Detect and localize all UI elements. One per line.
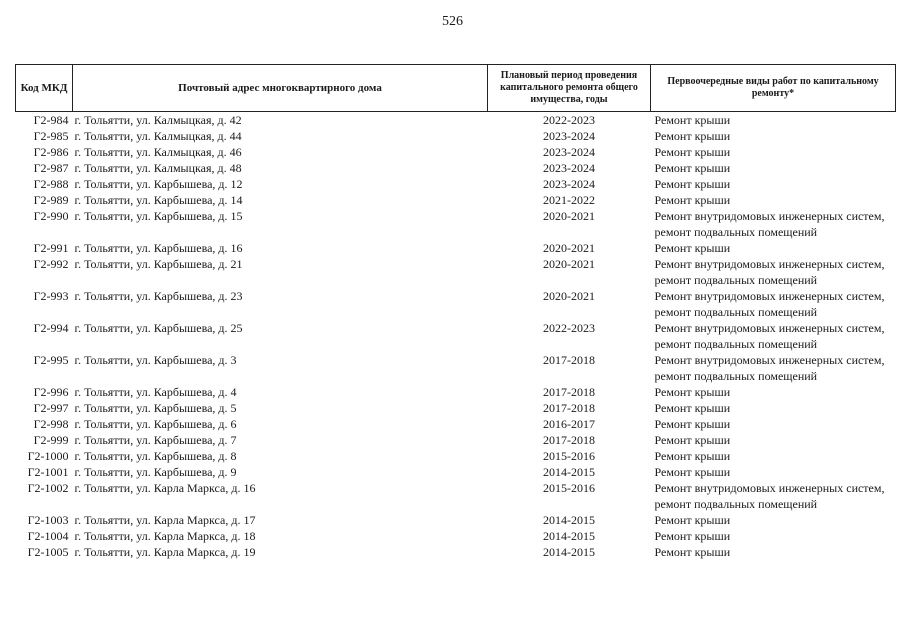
period-cell: 2017-2018	[543, 385, 595, 399]
works-cell: Ремонт крыши	[654, 129, 731, 143]
works-cell: Ремонт крыши	[654, 241, 731, 255]
works-cell: Ремонт крыши	[654, 145, 731, 159]
works-cell: Ремонт крыши	[654, 417, 731, 431]
works-cell: Ремонт крыши	[654, 161, 731, 175]
code-cell: Г2-991	[33, 241, 69, 255]
table-row	[16, 320, 896, 352]
table-row	[16, 400, 896, 416]
period-cell: 2023-2024	[543, 177, 595, 191]
period-cell: 2017-2018	[543, 433, 595, 447]
period-cell: 2014-2015	[543, 513, 595, 527]
works-cell: Ремонт внутридомовых инженерных систем, ремонт подвальных помещений	[654, 353, 885, 383]
works-cell: Ремонт крыши	[654, 193, 731, 207]
table-row	[16, 112, 896, 129]
address-cell: г. Тольятти, ул. Карбышева, д. 12	[74, 177, 243, 191]
table-row	[16, 208, 896, 240]
code-cell: Г2-990	[33, 209, 69, 223]
table-row	[16, 352, 896, 384]
address-cell: г. Тольятти, ул. Калмыцкая, д. 44	[74, 129, 242, 143]
period-cell: 2023-2024	[543, 129, 595, 143]
table-row	[16, 464, 896, 480]
period-cell: 2015-2016	[543, 449, 595, 463]
page-number: 526	[442, 14, 463, 29]
works-cell: Ремонт внутридомовых инженерных систем, ремонт подвальных помещений	[654, 289, 885, 319]
code-cell: Г2-993	[33, 289, 69, 303]
code-cell: Г2-995	[33, 353, 69, 367]
code-cell: Г2-1004	[27, 529, 69, 543]
header-works: Первоочередные виды работ по капитальному ремонту*	[651, 65, 896, 112]
period-cell: 2020-2021	[543, 257, 595, 271]
table-row	[16, 160, 896, 176]
address-cell: г. Тольятти, ул. Карла Маркса, д. 19	[74, 545, 256, 559]
address-cell: г. Тольятти, ул. Карбышева, д. 23	[74, 289, 243, 303]
code-cell: Г2-992	[33, 257, 69, 271]
works-cell: Ремонт крыши	[654, 177, 731, 191]
works-cell: Ремонт внутридомовых инженерных систем, ремонт подвальных помещений	[654, 209, 885, 239]
period-cell: 2014-2015	[543, 465, 595, 479]
period-cell: 2014-2015	[543, 529, 595, 543]
address-cell: г. Тольятти, ул. Карбышева, д. 6	[74, 417, 237, 431]
works-cell: Ремонт крыши	[654, 401, 731, 415]
period-cell: 2015-2016	[543, 481, 595, 495]
period-cell: 2016-2017	[543, 417, 595, 431]
code-cell: Г2-999	[33, 433, 69, 447]
code-cell: Г2-1005	[27, 545, 69, 559]
period-cell: 2022-2023	[543, 113, 595, 127]
table-row	[16, 512, 896, 528]
works-cell: Ремонт внутридомовых инженерных систем, ремонт подвальных помещений	[654, 257, 885, 287]
header-code: Код МКД	[16, 65, 73, 112]
table-row	[16, 288, 896, 320]
address-cell: г. Тольятти, ул. Карбышева, д. 4	[74, 385, 237, 399]
table-body	[16, 112, 896, 561]
code-cell: Г2-985	[33, 129, 69, 143]
table-row	[16, 480, 896, 512]
code-cell: Г2-994	[33, 321, 69, 335]
header-address: Почтовый адрес многоквартирного дома	[73, 65, 488, 112]
address-cell: г. Тольятти, ул. Карбышева, д. 21	[74, 257, 243, 271]
works-cell: Ремонт крыши	[654, 113, 731, 127]
works-cell: Ремонт крыши	[654, 433, 731, 447]
table-row	[16, 128, 896, 144]
code-cell: Г2-996	[33, 385, 69, 399]
period-cell: 2017-2018	[543, 353, 595, 367]
address-cell: г. Тольятти, ул. Карла Маркса, д. 18	[74, 529, 256, 543]
address-cell: г. Тольятти, ул. Карбышева, д. 5	[74, 401, 237, 415]
table-header	[16, 65, 896, 112]
address-cell: г. Тольятти, ул. Карбышева, д. 16	[74, 241, 243, 255]
address-cell: г. Тольятти, ул. Карла Маркса, д. 16	[74, 481, 256, 495]
address-cell: г. Тольятти, ул. Карбышева, д. 15	[74, 209, 243, 223]
code-cell: Г2-1002	[27, 481, 69, 495]
period-cell: 2020-2021	[543, 241, 595, 255]
table-row	[16, 176, 896, 192]
works-cell: Ремонт внутридомовых инженерных систем, ремонт подвальных помещений	[654, 321, 885, 351]
works-cell: Ремонт крыши	[654, 545, 731, 559]
code-cell: Г2-987	[33, 161, 69, 175]
period-cell: 2021-2022	[543, 193, 595, 207]
address-cell: г. Тольятти, ул. Карбышева, д. 25	[74, 321, 243, 335]
period-cell: 2023-2024	[543, 145, 595, 159]
period-cell: 2014-2015	[543, 545, 595, 559]
code-cell: Г2-998	[33, 417, 69, 431]
table-row	[16, 192, 896, 208]
code-cell: Г2-1003	[27, 513, 69, 527]
works-cell: Ремонт крыши	[654, 529, 731, 543]
code-cell: Г2-1000	[27, 449, 69, 463]
table-row	[16, 544, 896, 560]
table-row	[16, 384, 896, 400]
code-cell: Г2-997	[33, 401, 69, 415]
code-cell: Г2-989	[33, 193, 69, 207]
address-cell: г. Тольятти, ул. Карла Маркса, д. 17	[74, 513, 256, 527]
table-row	[16, 416, 896, 432]
period-cell: 2020-2021	[543, 289, 595, 303]
period-cell: 2020-2021	[543, 209, 595, 223]
period-cell: 2023-2024	[543, 161, 595, 175]
table-row	[16, 256, 896, 288]
code-cell: Г2-1001	[27, 465, 69, 479]
address-cell: г. Тольятти, ул. Калмыцкая, д. 48	[74, 161, 242, 175]
header-period: Плановый период проведения капитального ремонта общего имущества, годы	[488, 65, 651, 112]
address-cell: г. Тольятти, ул. Калмыцкая, д. 42	[74, 113, 242, 127]
code-cell: Г2-984	[33, 113, 69, 127]
address-cell: г. Тольятти, ул. Карбышева, д. 7	[74, 433, 237, 447]
table-row	[16, 144, 896, 160]
address-cell: г. Тольятти, ул. Карбышева, д. 8	[74, 449, 237, 463]
table-row	[16, 240, 896, 256]
works-cell: Ремонт крыши	[654, 385, 731, 399]
works-cell: Ремонт крыши	[654, 513, 731, 527]
address-cell: г. Тольятти, ул. Калмыцкая, д. 46	[74, 145, 242, 159]
period-cell: 2017-2018	[543, 401, 595, 415]
address-cell: г. Тольятти, ул. Карбышева, д. 14	[74, 193, 243, 207]
address-cell: г. Тольятти, ул. Карбышева, д. 9	[74, 465, 237, 479]
works-cell: Ремонт внутридомовых инженерных систем, ремонт подвальных помещений	[654, 481, 885, 511]
capital-repair-table	[15, 64, 896, 560]
period-cell: 2022-2023	[543, 321, 595, 335]
table-row	[16, 448, 896, 464]
address-cell: г. Тольятти, ул. Карбышева, д. 3	[74, 353, 237, 367]
works-cell: Ремонт крыши	[654, 465, 731, 479]
table-row	[16, 528, 896, 544]
code-cell: Г2-988	[33, 177, 69, 191]
code-cell: Г2-986	[33, 145, 69, 159]
works-cell: Ремонт крыши	[654, 449, 731, 463]
table-row	[16, 432, 896, 448]
